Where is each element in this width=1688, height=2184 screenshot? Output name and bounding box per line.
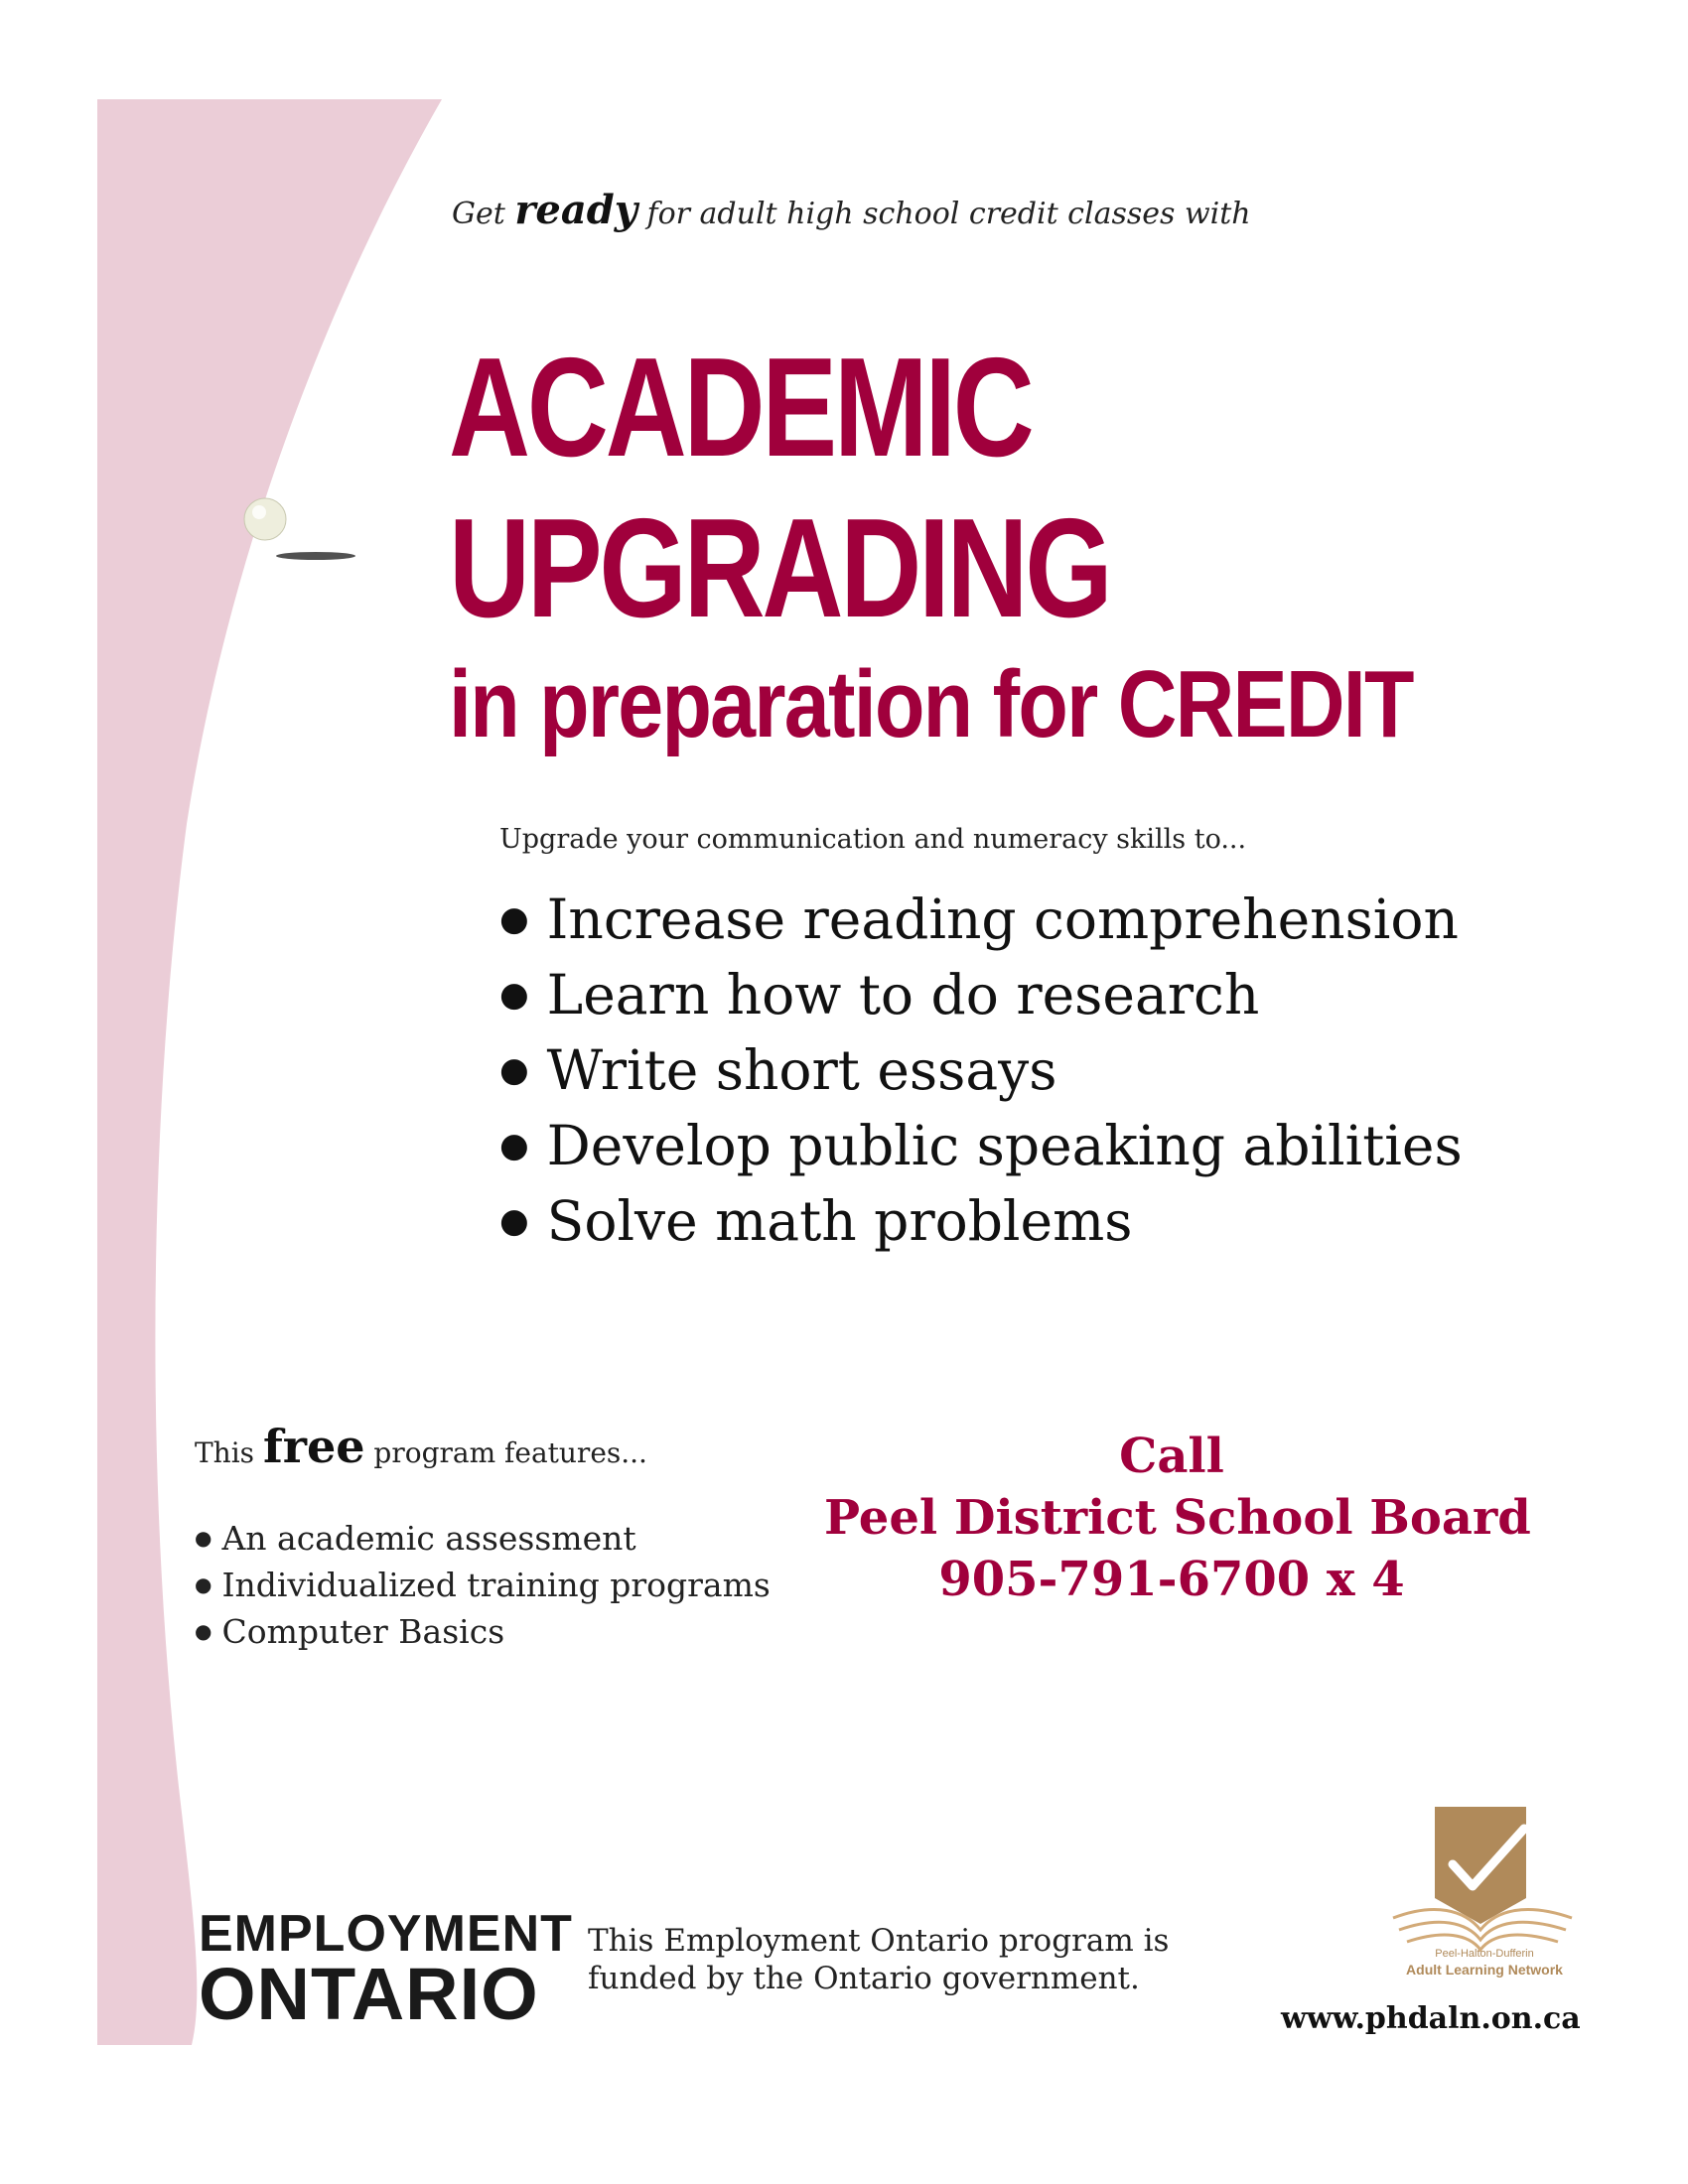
call-phone: 905-791-6700 x 4	[938, 1552, 1405, 1607]
call-label: Call	[1119, 1429, 1224, 1484]
knob-highlight	[252, 505, 266, 519]
website-link[interactable]: www.phdaln.on.ca	[1281, 2001, 1581, 2036]
funding-line-1: This Employment Ontario program is	[588, 1923, 1170, 1959]
network-name	[1370, 1946, 1599, 1978]
features-post: program features...	[364, 1436, 647, 1469]
list-item: ● Write short essays	[499, 1032, 1463, 1108]
intro-emphasis: ready	[514, 187, 637, 233]
funding-line-2: funded by the Ontario government.	[588, 1961, 1140, 1996]
network-name-line-2: Adult Learning Network	[1406, 1962, 1563, 1978]
curtain-shape	[97, 99, 442, 2045]
eo-logo-line-1: EMPLOYMENT	[199, 1905, 573, 1963]
list-item: ● Increase reading comprehension	[499, 882, 1463, 957]
employment-ontario-logo	[199, 1905, 573, 2035]
title-line-3: in preparation for CREDIT	[449, 651, 1413, 757]
title-line-2: UPGRADING	[449, 489, 1110, 647]
knob-shadow	[276, 552, 355, 560]
features-list	[195, 1515, 771, 1655]
intro-pre: Get	[452, 197, 515, 231]
title-line-1: ACADEMIC	[449, 329, 1032, 486]
network-name-line-1: Peel-Halton-Dufferin	[1435, 1948, 1534, 1960]
call-organization: Peel District School Board	[824, 1490, 1531, 1546]
list-item: ● Computer Basics	[195, 1608, 771, 1655]
knob-ball	[244, 498, 286, 540]
skills-list	[499, 882, 1463, 1259]
eo-logo-line-2: ONTARIO	[199, 1953, 539, 2035]
list-item: ● Develop public speaking abilities	[499, 1108, 1463, 1183]
list-item: ● Learn how to do research	[499, 957, 1463, 1032]
features-emphasis: free	[262, 1420, 365, 1473]
list-item: ● Solve math problems	[499, 1183, 1463, 1259]
intro-line	[452, 187, 1251, 233]
page-title	[449, 328, 1570, 760]
call-block	[824, 1426, 1531, 1610]
features-pre: This	[195, 1436, 263, 1469]
funding-statement	[588, 1922, 1169, 1997]
intro-post: for adult high school credit classes with	[636, 197, 1251, 231]
skills-intro: Upgrade your communication and numeracy skills to...	[499, 824, 1247, 855]
list-item: ● An academic assessment	[195, 1515, 771, 1562]
features-intro	[195, 1420, 647, 1473]
list-item: ● Individualized training programs	[195, 1562, 771, 1608]
